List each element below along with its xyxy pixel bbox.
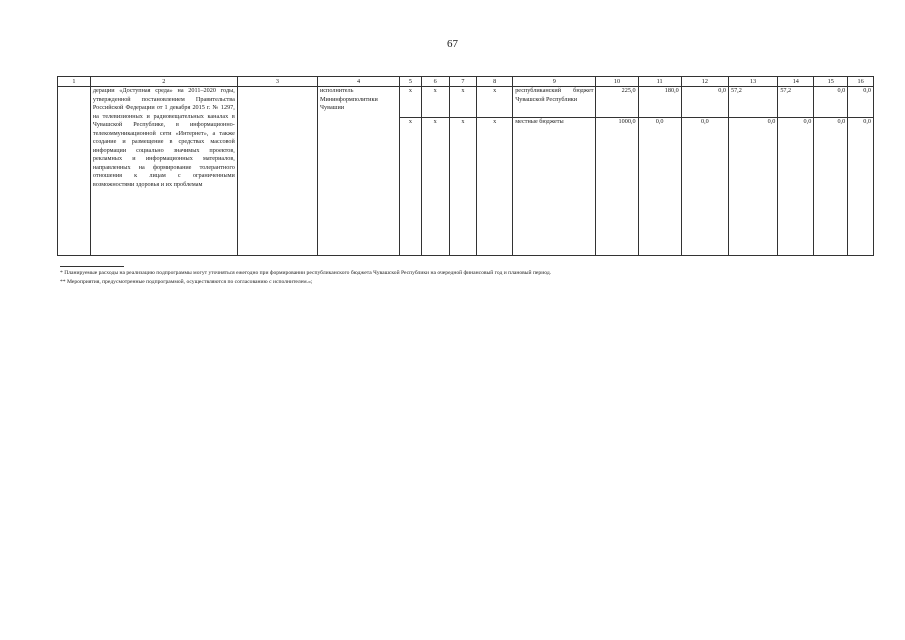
code-cell: x bbox=[477, 118, 513, 256]
amount-cell: 0,0 bbox=[814, 118, 848, 256]
column-header: 2 bbox=[90, 77, 237, 87]
column-header: 5 bbox=[400, 77, 422, 87]
footnote-divider bbox=[60, 266, 124, 267]
footnote: ** Мероприятия, предусмотренные подпрограммой, осуществляются по согласованию с исполнителем.»; bbox=[60, 278, 313, 285]
column-header: 13 bbox=[728, 77, 777, 87]
code-cell: x bbox=[400, 87, 422, 118]
amount-cell: 0,0 bbox=[681, 87, 728, 118]
column-header: 7 bbox=[449, 77, 477, 87]
column-header: 11 bbox=[638, 77, 681, 87]
column-header: 10 bbox=[596, 77, 638, 87]
amount-cell: 0,0 bbox=[778, 118, 814, 256]
table-row bbox=[58, 87, 874, 118]
code-cell: x bbox=[477, 87, 513, 118]
column-header: 12 bbox=[681, 77, 728, 87]
page-number: 67 bbox=[447, 38, 458, 50]
column-header: 9 bbox=[513, 77, 596, 87]
footnotes bbox=[60, 266, 860, 286]
footnote: * Планируемые расходы на реализацию подпрограммы могут уточняться ежегодно при формировании республиканского бюджета Чувашской Республики на очередной финансовый год и плановый период. bbox=[60, 270, 552, 276]
column-header: 3 bbox=[237, 77, 317, 87]
funding-source: республиканский бюджет Чувашской Республики bbox=[513, 87, 596, 118]
executor-cell: исполнитель Мининформполитики Чувашии bbox=[317, 87, 399, 256]
table-header-row bbox=[58, 77, 874, 87]
amount-cell: 0,0 bbox=[848, 87, 874, 118]
row-number-cell bbox=[58, 87, 91, 256]
measure-description: дерации «Доступная среда» на 2011–2020 годы, утвержденной постановлением Правительства Российской Федерации от 1 декабря 2015 г. № 1297, на телевизионных и радиовещательных каналах в Чувашской Республике, в информационно-телекоммуникационной сети «Интернет», а также создание и размещение в средствах массовой информации социально значимых проектов, рекламных и информационных материалов, направленных на формирование толерантного отношения к лицам с ограниченными возможностями здоровья и их проблемам bbox=[90, 87, 237, 256]
code-cell: x bbox=[449, 118, 477, 256]
amount-cell: 57,2 bbox=[778, 87, 814, 118]
funding-source: местные бюджеты bbox=[513, 118, 596, 256]
column-header: 1 bbox=[58, 77, 91, 87]
code-cell: x bbox=[400, 118, 422, 256]
amount-cell: 180,0 bbox=[638, 87, 681, 118]
column-header: 4 bbox=[317, 77, 399, 87]
budget-table bbox=[57, 76, 874, 256]
amount-cell: 0,0 bbox=[814, 87, 848, 118]
column-header: 14 bbox=[778, 77, 814, 87]
code-cell: x bbox=[449, 87, 477, 118]
amount-cell: 225,0 bbox=[596, 87, 638, 118]
column-3-cell bbox=[237, 87, 317, 256]
column-header: 6 bbox=[421, 77, 449, 87]
column-header: 16 bbox=[848, 77, 874, 87]
amount-cell: 0,0 bbox=[728, 118, 777, 256]
amount-cell: 1000,0 bbox=[596, 118, 638, 256]
amount-cell: 0,0 bbox=[848, 118, 874, 256]
code-cell: x bbox=[421, 118, 449, 256]
column-header: 8 bbox=[477, 77, 513, 87]
code-cell: x bbox=[421, 87, 449, 118]
column-header: 15 bbox=[814, 77, 848, 87]
amount-cell: 0,0 bbox=[681, 118, 728, 256]
amount-cell: 57,2 bbox=[728, 87, 777, 118]
amount-cell: 0,0 bbox=[638, 118, 681, 256]
